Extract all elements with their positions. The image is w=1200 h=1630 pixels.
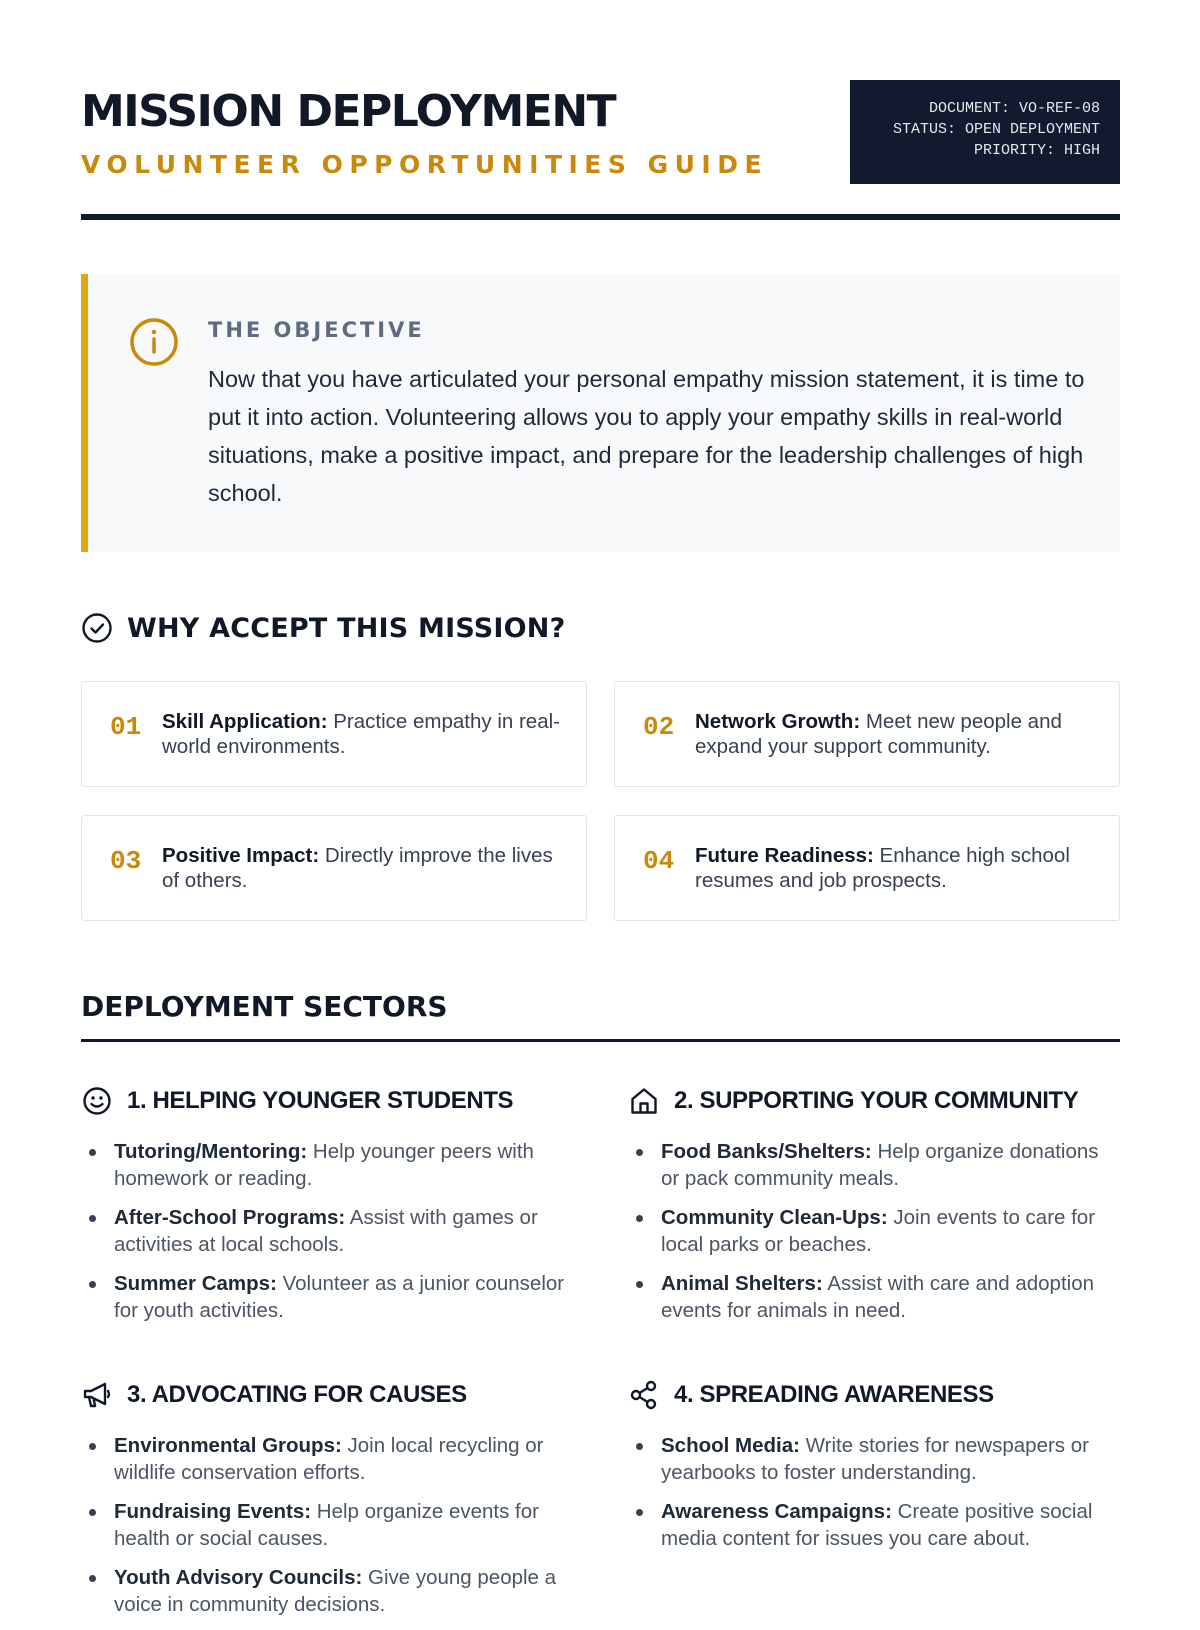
item-description: Volunteer as a junior counselor for youth activities. xyxy=(114,1272,565,1322)
item-description: Help organize events for health or social causes. xyxy=(114,1500,539,1550)
share-icon xyxy=(628,1379,660,1411)
item-title: Environmental Groups: xyxy=(114,1434,342,1457)
benefit-card xyxy=(81,815,587,921)
item-title: Awareness Campaigns: xyxy=(661,1500,892,1523)
list-item xyxy=(81,1564,571,1618)
document-status: STATUS: OPEN DEPLOYMENT xyxy=(892,121,1100,138)
sector-list xyxy=(81,1138,571,1324)
item-title: Youth Advisory Councils: xyxy=(114,1566,363,1589)
sector-list xyxy=(628,1138,1118,1324)
sector-supporting-community xyxy=(628,1084,1118,1336)
sector-heading xyxy=(81,1378,571,1412)
benefit-text xyxy=(162,709,562,759)
item-title: School Media: xyxy=(661,1434,800,1457)
list-item xyxy=(81,1498,571,1552)
benefit-text xyxy=(695,709,1095,759)
why-section-title: WHY ACCEPT THIS MISSION? xyxy=(127,612,566,644)
benefit-title: Skill Application: xyxy=(162,710,328,733)
list-item xyxy=(628,1204,1118,1258)
sector-title: 3. ADVOCATING FOR CAUSES xyxy=(127,1381,467,1408)
benefit-number: 04 xyxy=(643,846,675,876)
item-description: Help organize donations or pack community meals. xyxy=(661,1140,1099,1190)
benefit-text xyxy=(695,843,1095,893)
item-title: Summer Camps: xyxy=(114,1272,277,1295)
objective-label: THE OBJECTIVE xyxy=(208,318,425,342)
info-icon xyxy=(128,316,180,368)
benefit-description: Practice empathy in real-world environments. xyxy=(162,710,560,758)
sector-title: 4. SPREADING AWARENESS xyxy=(674,1381,994,1408)
document-priority: PRIORITY: HIGH xyxy=(973,142,1100,159)
benefit-card xyxy=(81,681,587,787)
sectors-divider xyxy=(81,1039,1120,1042)
item-description: Write stories for newspapers or yearbooks to foster understanding. xyxy=(661,1434,1089,1484)
item-description: Assist with care and adoption events for animals in need. xyxy=(661,1272,1094,1322)
list-item xyxy=(628,1138,1118,1192)
item-description: Join local recycling or wildlife conservation efforts. xyxy=(114,1434,544,1484)
objective-text: Now that you have articulated your personal empathy mission statement, it is time to put it into action. Volunteering allows you to apply your empathy skills in real-world situations, make a positive impact, and prepare for the leadership challenges of high school. xyxy=(208,366,1085,506)
header-divider xyxy=(81,214,1120,220)
document-id: DOCUMENT: VO-REF-08 xyxy=(928,100,1100,117)
benefit-title: Positive Impact: xyxy=(162,844,320,867)
benefit-title: Future Readiness: xyxy=(695,844,874,867)
benefit-number: 02 xyxy=(643,712,675,742)
home-icon xyxy=(628,1085,660,1117)
item-title: Food Banks/Shelters: xyxy=(661,1140,872,1163)
sector-heading xyxy=(628,1084,1118,1118)
smile-icon xyxy=(81,1085,113,1117)
sector-title: 1. HELPING YOUNGER STUDENTS xyxy=(127,1087,514,1114)
benefit-title: Network Growth: xyxy=(695,710,861,733)
page-subtitle: VOLUNTEER OPPORTUNITIES GUIDE xyxy=(81,150,769,179)
benefit-number: 01 xyxy=(110,712,142,742)
benefit-text xyxy=(162,843,562,893)
item-description: Join events to care for local parks or beaches. xyxy=(661,1206,1096,1256)
benefit-card xyxy=(614,681,1120,787)
sector-helping-younger-students xyxy=(81,1084,571,1336)
item-title: After-School Programs: xyxy=(114,1206,346,1229)
sector-list xyxy=(81,1432,571,1618)
list-item xyxy=(81,1432,571,1486)
benefit-card xyxy=(614,815,1120,921)
megaphone-icon xyxy=(81,1379,113,1411)
benefit-description: Directly improve the lives of others. xyxy=(162,844,553,892)
objective-panel xyxy=(81,274,1120,552)
sector-title: 2. SUPPORTING YOUR COMMUNITY xyxy=(674,1087,1079,1114)
item-description: Create positive social media content for issues you care about. xyxy=(661,1500,1093,1550)
list-item xyxy=(81,1204,571,1258)
list-item xyxy=(628,1270,1118,1324)
header xyxy=(81,80,1120,220)
sector-list xyxy=(628,1432,1118,1552)
sector-advocating-causes xyxy=(81,1378,571,1630)
list-item xyxy=(628,1432,1118,1486)
list-item xyxy=(81,1270,571,1324)
sectors-title: DEPLOYMENT SECTORS xyxy=(81,990,448,1023)
check-circle-icon xyxy=(81,612,113,644)
item-title: Community Clean-Ups: xyxy=(661,1206,888,1229)
sector-heading xyxy=(81,1084,571,1118)
item-description: Assist with games or activities at local schools. xyxy=(114,1206,538,1256)
benefit-description: Meet new people and expand your support community. xyxy=(695,710,1062,758)
item-title: Tutoring/Mentoring: xyxy=(114,1140,308,1163)
item-title: Fundraising Events: xyxy=(114,1500,312,1523)
item-title: Animal Shelters: xyxy=(661,1272,823,1295)
sector-spreading-awareness xyxy=(628,1378,1118,1564)
document-info-box xyxy=(850,80,1120,184)
list-item xyxy=(628,1498,1118,1552)
item-description: Help younger peers with homework or reading. xyxy=(114,1140,534,1190)
sector-heading xyxy=(628,1378,1118,1412)
list-item xyxy=(81,1138,571,1192)
page xyxy=(81,0,1120,1616)
why-section-heading xyxy=(81,610,565,646)
benefit-number: 03 xyxy=(110,846,142,876)
page-title: MISSION DEPLOYMENT xyxy=(81,86,616,137)
item-description: Give young people a voice in community decisions. xyxy=(114,1566,557,1616)
benefit-description: Enhance high school resumes and job prospects. xyxy=(695,844,1070,892)
